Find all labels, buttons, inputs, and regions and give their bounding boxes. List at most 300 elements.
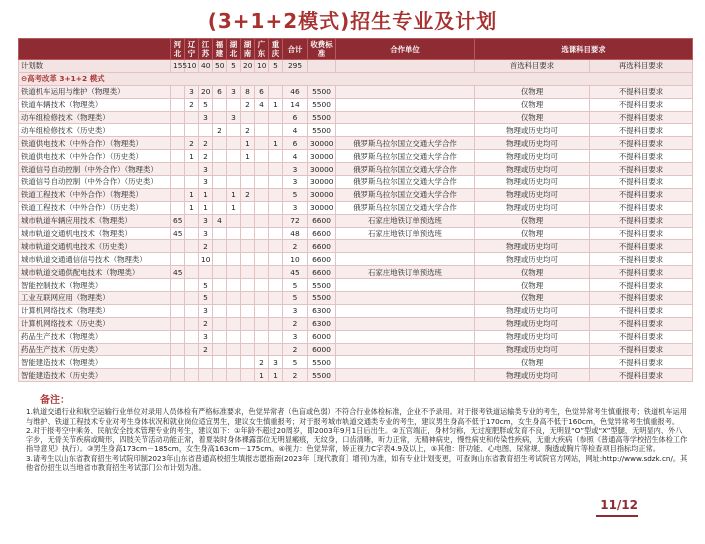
row-total: 6: [283, 111, 308, 124]
section-label: ⊖高考改革 3+1+2 模式: [19, 72, 693, 85]
province-count: 5: [199, 279, 213, 292]
province-count: [255, 279, 269, 292]
province-count: [227, 240, 241, 253]
province-count: [199, 369, 213, 382]
province-count: [269, 292, 283, 305]
row-fee: 30000: [308, 137, 336, 150]
table-row: [19, 253, 693, 266]
major-name: 铁道工程技术（中外合作）（物理类）: [19, 188, 171, 201]
province-count: [213, 163, 227, 176]
province-count: [255, 111, 269, 124]
province-count: [185, 227, 199, 240]
row-fee: 6300: [308, 317, 336, 330]
table-row: [19, 85, 693, 98]
row-second-subject: 不提科目要求: [590, 150, 693, 163]
province-count: 1: [185, 201, 199, 214]
province-count: 2: [241, 188, 255, 201]
table-row: [19, 98, 693, 111]
row-first-subject: 物理或历史均可: [475, 343, 590, 356]
major-name: 工业互联网应用（物理类）: [19, 292, 171, 305]
province-count: [269, 111, 283, 124]
province-count: [269, 343, 283, 356]
table-row: [19, 292, 693, 305]
row-second-subject: 不提科目要求: [590, 240, 693, 253]
header-province-hubei: 湖北: [227, 39, 241, 60]
row-first-subject: 仅物理: [475, 356, 590, 369]
province-count: [213, 330, 227, 343]
province-count: [255, 266, 269, 279]
row-partner: [336, 124, 475, 137]
row-second-subject: 不提科目要求: [590, 317, 693, 330]
row-first-subject: 仅物理: [475, 266, 590, 279]
row-fee: 6000: [308, 330, 336, 343]
province-count: 2: [185, 137, 199, 150]
row-partner: 俄罗斯乌拉尔国立交通大学合作: [336, 201, 475, 214]
row-partner: 石家庄地铁订单预选班: [336, 227, 475, 240]
province-count: [255, 317, 269, 330]
province-count: 1: [241, 137, 255, 150]
row-total: 3: [283, 304, 308, 317]
province-count: [213, 98, 227, 111]
province-count: 2: [185, 98, 199, 111]
province-count: [255, 150, 269, 163]
row-total: 5: [283, 292, 308, 305]
header-province-jiangsu: 江苏: [199, 39, 213, 60]
row-first-subject: 仅物理: [475, 292, 590, 305]
province-count: [255, 343, 269, 356]
row-partner: [336, 98, 475, 111]
province-count: [269, 227, 283, 240]
plan-count-row: [19, 60, 693, 73]
row-total: 14: [283, 98, 308, 111]
row-total: 6: [283, 137, 308, 150]
plan-count-value: 50: [213, 60, 227, 73]
row-partner: [336, 292, 475, 305]
major-name: 药品生产技术（历史类）: [19, 343, 171, 356]
row-second-subject: 不提科目要求: [590, 214, 693, 227]
province-count: [255, 227, 269, 240]
table-row: [19, 188, 693, 201]
province-count: [213, 240, 227, 253]
province-count: [171, 111, 185, 124]
province-count: [241, 317, 255, 330]
notes-heading: 备注：: [40, 395, 70, 406]
province-count: [255, 330, 269, 343]
province-count: [213, 266, 227, 279]
province-count: 3: [199, 214, 213, 227]
plan-first-subject-label: 首选科目要求: [475, 60, 590, 73]
province-count: [255, 188, 269, 201]
row-fee: 5500: [308, 279, 336, 292]
plan-count-value: 5: [269, 60, 283, 73]
province-count: 1: [241, 150, 255, 163]
notes-block: [26, 396, 688, 472]
province-count: [171, 343, 185, 356]
row-second-subject: 不提科目要求: [590, 279, 693, 292]
province-count: [269, 163, 283, 176]
province-count: 2: [241, 124, 255, 137]
row-total: 5: [283, 279, 308, 292]
province-count: 2: [199, 343, 213, 356]
province-count: 1: [269, 137, 283, 150]
province-count: [269, 214, 283, 227]
major-name: 铁道供电技术（中外合作）（物理类）: [19, 137, 171, 150]
note-item: 2.对于报考空中乘务、民航安全技术管理专业的考生，建议如下：①年龄不超过20周岁，即2003年9月1日后出生。②五官端正，身材匀称，无过度肥胖或发育不良，无明显“O”型或“X”型腿，无明显内、外八字步，无骨关节疾病或畸形，四肢关节活动功能正常，着夏装时身体裸露部位无明显瘢痕，无纹身，口齿清晰，听力正常，无精神病史，慢性病史和传染性疾病，无重大疾病（参照《普通高等学校招生体检工作指导意见》执行）。③男生身高173cm－185cm，女生身高163cm－175cm。④视力：色觉异常，矫正视力C字表4.9及以上，⑤其他：肝功能、心电图、尿常规、胸透或胸片等检查项目指标均正常。: [26, 425, 688, 454]
row-fee: 6600: [308, 214, 336, 227]
table-row: [19, 343, 693, 356]
row-fee: 6600: [308, 227, 336, 240]
province-count: 2: [199, 150, 213, 163]
province-count: 1: [199, 201, 213, 214]
province-count: 2: [255, 356, 269, 369]
major-name: 智能建造技术（历史类）: [19, 369, 171, 382]
province-count: [227, 343, 241, 356]
row-first-subject: 物理或历史均可: [475, 137, 590, 150]
row-total: 2: [283, 317, 308, 330]
province-count: 3: [185, 85, 199, 98]
province-count: [227, 279, 241, 292]
province-count: [255, 240, 269, 253]
row-fee: 5500: [308, 292, 336, 305]
row-partner: [336, 317, 475, 330]
row-second-subject: 不提科目要求: [590, 201, 693, 214]
plan-count-value: 20: [241, 60, 255, 73]
province-count: [213, 292, 227, 305]
row-fee: 30000: [308, 163, 336, 176]
province-count: 45: [171, 227, 185, 240]
row-first-subject: 仅物理: [475, 227, 590, 240]
row-fee: 6000: [308, 343, 336, 356]
province-count: [269, 317, 283, 330]
province-count: 3: [199, 111, 213, 124]
province-count: 10: [199, 253, 213, 266]
province-count: [227, 266, 241, 279]
province-count: [185, 111, 199, 124]
row-fee: 5500: [308, 98, 336, 111]
major-name: 铁道信号自动控制（中外合作）（历史类）: [19, 176, 171, 189]
header-partner: 合作单位: [336, 39, 475, 60]
table-row: [19, 304, 693, 317]
major-name: 动车组检修技术（物理类）: [19, 111, 171, 124]
province-count: [171, 188, 185, 201]
province-count: [255, 292, 269, 305]
province-count: [171, 150, 185, 163]
province-count: [185, 369, 199, 382]
province-count: [227, 214, 241, 227]
row-partner: [336, 369, 475, 382]
row-fee: 5500: [308, 111, 336, 124]
province-count: 3: [227, 111, 241, 124]
province-count: [185, 253, 199, 266]
row-total: 4: [283, 124, 308, 137]
province-count: 1: [255, 369, 269, 382]
header-province-hunan: 湖南: [241, 39, 255, 60]
province-count: [227, 98, 241, 111]
province-count: 5: [199, 98, 213, 111]
province-count: [171, 240, 185, 253]
row-first-subject: 物理或历史均可: [475, 124, 590, 137]
row-total: 5: [283, 188, 308, 201]
row-first-subject: 物理或历史均可: [475, 317, 590, 330]
note-item: 1.轨道交通行业和航空运输行业单位对录用人员体检有严格标准要求，色觉异常者（色盲或色弱）不符合行业体检标准，企业不予录用。对于报考铁道运输类专业的考生，色觉异常考生慎重报考；铁道机车运用与维护、铁道工程技术专业对考生身体状况和就业岗位适宜男生，建议女生慎重报考；对于报考城市轨道交通类专业的考生，建议男生身高不低于170cm，女生身高不低于160cm，色觉异常考生慎重报考。: [26, 407, 687, 426]
row-fee: 5500: [308, 85, 336, 98]
province-count: [241, 214, 255, 227]
row-second-subject: 不提科目要求: [590, 176, 693, 189]
row-first-subject: 仅物理: [475, 111, 590, 124]
province-count: [255, 253, 269, 266]
row-partner: [336, 111, 475, 124]
province-count: 2: [199, 137, 213, 150]
province-count: [241, 369, 255, 382]
province-count: 2: [199, 240, 213, 253]
province-count: [241, 176, 255, 189]
row-fee: 6600: [308, 266, 336, 279]
province-count: [269, 188, 283, 201]
row-first-subject: 物理或历史均可: [475, 176, 590, 189]
province-count: [241, 240, 255, 253]
province-count: [241, 163, 255, 176]
row-second-subject: 不提科目要求: [590, 253, 693, 266]
row-first-subject: 物理或历史均可: [475, 150, 590, 163]
province-count: 6: [255, 85, 269, 98]
row-fee: 30000: [308, 201, 336, 214]
page-number-underline: [596, 515, 638, 517]
province-count: 3: [199, 176, 213, 189]
table-row: [19, 176, 693, 189]
province-count: [213, 188, 227, 201]
major-name: 计算机网络技术（历史类）: [19, 317, 171, 330]
province-count: [199, 356, 213, 369]
major-name: 城市轨道交通机电技术（物理类）: [19, 227, 171, 240]
province-count: [227, 176, 241, 189]
row-partner: [336, 330, 475, 343]
province-count: [241, 111, 255, 124]
province-count: [171, 292, 185, 305]
row-fee: 5500: [308, 124, 336, 137]
page-title: (3+1+2模式)招生专业及计划: [207, 9, 498, 33]
province-count: [213, 304, 227, 317]
province-count: [227, 227, 241, 240]
province-count: [269, 150, 283, 163]
row-partner: [336, 253, 475, 266]
row-first-subject: 物理或历史均可: [475, 188, 590, 201]
row-second-subject: 不提科目要求: [590, 111, 693, 124]
table-row: [19, 330, 693, 343]
province-count: [269, 124, 283, 137]
province-count: 5: [199, 292, 213, 305]
province-count: 65: [171, 214, 185, 227]
row-fee: 5500: [308, 356, 336, 369]
province-count: [241, 253, 255, 266]
row-partner: 俄罗斯乌拉尔国立交通大学合作: [336, 176, 475, 189]
province-count: [171, 279, 185, 292]
province-count: [171, 201, 185, 214]
province-count: [227, 124, 241, 137]
major-name: 铁道车辆技术（物理类）: [19, 98, 171, 111]
row-first-subject: 物理或历史均可: [475, 163, 590, 176]
major-name: 智能控制技术（物理类）: [19, 279, 171, 292]
province-count: [241, 356, 255, 369]
province-count: [241, 279, 255, 292]
province-count: [255, 176, 269, 189]
row-second-subject: 不提科目要求: [590, 85, 693, 98]
row-second-subject: 不提科目要求: [590, 330, 693, 343]
row-fee: 6600: [308, 240, 336, 253]
row-partner: [336, 356, 475, 369]
row-second-subject: 不提科目要求: [590, 98, 693, 111]
province-count: [255, 304, 269, 317]
row-second-subject: 不提科目要求: [590, 137, 693, 150]
enrollment-plan-table: [18, 38, 693, 382]
province-count: 1: [269, 98, 283, 111]
row-partner: [336, 85, 475, 98]
province-count: [213, 227, 227, 240]
province-count: [171, 163, 185, 176]
province-count: [241, 330, 255, 343]
province-count: [269, 330, 283, 343]
row-partner: 石家庄地铁订单预选班: [336, 214, 475, 227]
province-count: [269, 201, 283, 214]
header-major: [19, 39, 171, 60]
row-second-subject: 不提科目要求: [590, 304, 693, 317]
province-count: [227, 369, 241, 382]
province-count: 45: [171, 266, 185, 279]
province-count: [171, 176, 185, 189]
table-row: [19, 279, 693, 292]
row-total: 2: [283, 240, 308, 253]
province-count: [185, 163, 199, 176]
major-name: 城市轨道交通机电技术（历史类）: [19, 240, 171, 253]
province-count: [185, 330, 199, 343]
plan-count-value: 10: [185, 60, 199, 73]
row-partner: 俄罗斯乌拉尔国立交通大学合作: [336, 188, 475, 201]
plan-count-value: 155: [171, 60, 185, 73]
header-subjects: 选课科目要求: [475, 39, 693, 60]
plan-count-value: 10: [255, 60, 269, 73]
province-count: [227, 292, 241, 305]
province-count: [269, 253, 283, 266]
province-count: [213, 111, 227, 124]
row-second-subject: 不提科目要求: [590, 343, 693, 356]
province-count: [171, 124, 185, 137]
province-count: 1: [227, 188, 241, 201]
row-fee: 30000: [308, 188, 336, 201]
header-fee: 收费标准: [308, 39, 336, 60]
province-count: 3: [269, 356, 283, 369]
province-count: [255, 214, 269, 227]
row-total: 48: [283, 227, 308, 240]
province-count: [185, 356, 199, 369]
row-first-subject: 仅物理: [475, 214, 590, 227]
province-count: [227, 150, 241, 163]
province-count: [185, 304, 199, 317]
province-count: [171, 369, 185, 382]
province-count: [255, 201, 269, 214]
province-count: [269, 266, 283, 279]
province-count: 1: [185, 188, 199, 201]
header-province-chongqing: 重庆: [269, 39, 283, 60]
province-count: [185, 343, 199, 356]
row-partner: [336, 343, 475, 356]
row-second-subject: 不提科目要求: [590, 227, 693, 240]
row-total: 4: [283, 150, 308, 163]
major-name: 城市轨道车辆应用技术（物理类）: [19, 214, 171, 227]
major-name: 城市轨道交通通信信号技术（物理类）: [19, 253, 171, 266]
province-count: [241, 292, 255, 305]
row-partner: 俄罗斯乌拉尔国立交通大学合作: [336, 163, 475, 176]
province-count: [269, 304, 283, 317]
row-fee: 6600: [308, 253, 336, 266]
province-count: [171, 137, 185, 150]
province-count: 8: [241, 85, 255, 98]
row-total: 3: [283, 163, 308, 176]
province-count: 3: [199, 330, 213, 343]
row-second-subject: 不提科目要求: [590, 356, 693, 369]
province-count: [269, 240, 283, 253]
province-count: 4: [255, 98, 269, 111]
province-count: [227, 253, 241, 266]
province-count: [185, 292, 199, 305]
province-count: [227, 163, 241, 176]
header-total: 合计: [283, 39, 308, 60]
major-name: 智能建造技术（物理类）: [19, 356, 171, 369]
province-count: 2: [199, 317, 213, 330]
province-count: 20: [199, 85, 213, 98]
row-first-subject: 仅物理: [475, 98, 590, 111]
row-first-subject: 物理或历史均可: [475, 369, 590, 382]
row-second-subject: 不提科目要求: [590, 266, 693, 279]
table-row: [19, 227, 693, 240]
province-count: [269, 279, 283, 292]
row-first-subject: 物理或历史均可: [475, 304, 590, 317]
table-row: [19, 150, 693, 163]
row-partner: [336, 240, 475, 253]
province-count: [241, 343, 255, 356]
province-count: [241, 201, 255, 214]
province-count: [171, 330, 185, 343]
row-total: 3: [283, 201, 308, 214]
province-count: [227, 330, 241, 343]
major-name: 计算机网络技术（物理类）: [19, 304, 171, 317]
province-count: [213, 317, 227, 330]
province-count: [255, 124, 269, 137]
province-count: 2: [213, 124, 227, 137]
province-count: 4: [213, 214, 227, 227]
province-count: [185, 214, 199, 227]
province-count: [171, 317, 185, 330]
major-name: 铁道信号自动控制（中外合作）（物理类）: [19, 163, 171, 176]
province-count: 3: [199, 227, 213, 240]
province-count: [269, 85, 283, 98]
table-row: [19, 266, 693, 279]
table-row: [19, 111, 693, 124]
section-row: [19, 72, 693, 85]
province-count: [255, 137, 269, 150]
table-row: [19, 369, 693, 382]
row-second-subject: 不提科目要求: [590, 188, 693, 201]
province-count: [171, 98, 185, 111]
province-count: [213, 253, 227, 266]
row-fee: 30000: [308, 176, 336, 189]
major-name: 药品生产技术（物理类）: [19, 330, 171, 343]
province-count: [213, 176, 227, 189]
table-row: [19, 201, 693, 214]
major-name: 铁道供电技术（中外合作）（历史类）: [19, 150, 171, 163]
province-count: [171, 356, 185, 369]
table-row: [19, 356, 693, 369]
province-count: [185, 176, 199, 189]
row-total: 2: [283, 343, 308, 356]
